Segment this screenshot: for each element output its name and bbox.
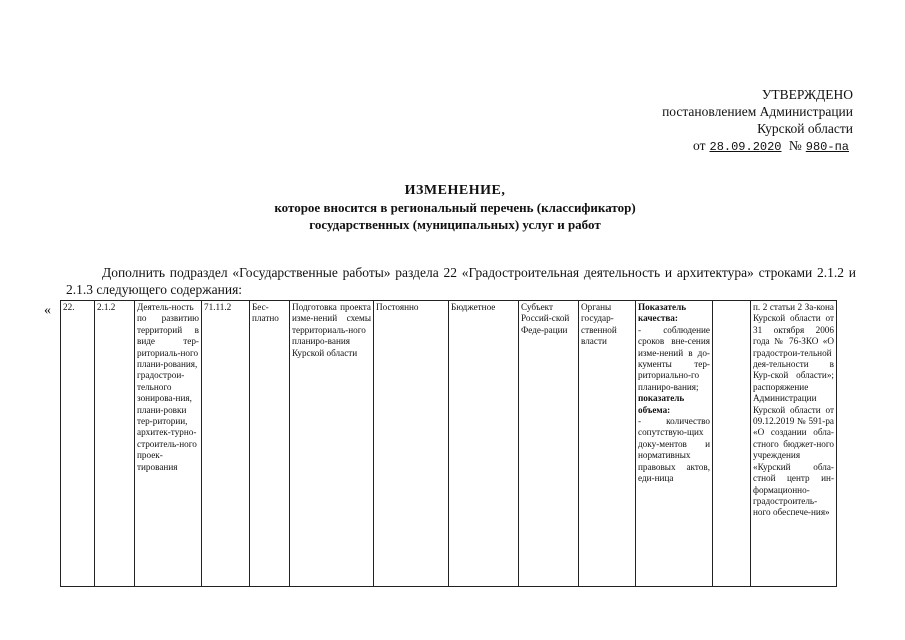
cell-indicators — [636, 301, 713, 587]
cell-empty — [713, 301, 751, 587]
approval-stamp — [593, 86, 853, 156]
from-label: от — [693, 138, 706, 153]
approval-number: 980-па — [805, 140, 849, 154]
quality-indicator-text: - соблюдение сроков вне-сения изме-нений в до-кументы тер-риториально-го планиро-вания; — [638, 324, 710, 392]
cell-payment: Бес-платно — [250, 301, 290, 587]
cell-work-name: Подготовка проекта изме-нений схемы территориаль-ного планиро-вания Курской области — [290, 301, 374, 587]
cell-frequency: Постоянно — [374, 301, 449, 587]
paragraph-text: Дополнить подраздел «Государственные работы» раздела 22 «Градостроительная деятельность и архитектура» строками 2.1.2 и 2.1.3 следующего содержания: — [66, 265, 856, 297]
title-line-2: которое вносится в региональный перечень (классификатор) — [274, 200, 636, 215]
body-paragraph — [66, 264, 856, 298]
quality-indicator-head: Показатель качества: — [638, 302, 687, 324]
opening-quote: « — [44, 303, 51, 318]
volume-indicator-text: - количество сопутствую-щих доку-ментов и нормативных правовых актов, еди-ница — [638, 416, 710, 484]
approval-heading: УТВЕРЖДЕНО — [761, 87, 853, 102]
number-label: № — [788, 138, 802, 153]
cell-code: 2.1.2 — [95, 301, 135, 587]
cell-section: 22. — [61, 301, 95, 587]
cell-legal-basis: п. 2 статьи 2 За-кона Курской области от 31 октября 2006 года № 76-ЗКО «О градострои-тельной дея-тельности в Кур-ской области»; распоряжение Администрации Курской области от 09.12.2019 № 591-ра «О создании обла-стного бюджет-ного учреждения «Курский обла-стной центр ин-формационно-градостроитель-ного обеспече-ния» — [751, 301, 837, 587]
approval-region-line: Курской области — [757, 121, 853, 136]
cell-okved: 71.11.2 — [202, 301, 250, 587]
approval-date-line — [693, 137, 853, 156]
classifier-table — [60, 300, 837, 587]
approval-date: 28.09.2020 — [709, 140, 782, 154]
cell-activity: Деятель-ность по развитию территорий в виде тер-риториаль-ного плани-рования, градострои-тельного зонирова-ния, плани-ровки тер-ритории, архитек-турно-строитель-ного проек-тирования — [135, 301, 202, 587]
volume-indicator-head: показатель объема: — [638, 393, 685, 415]
title-line-3: государственных (муниципальных) услуг и работ — [309, 217, 601, 232]
cell-level: Субъект Россий-ской Феде-рации — [519, 301, 579, 587]
document-title — [150, 182, 760, 233]
approval-by-line: постановлением Администрации — [662, 104, 853, 119]
cell-institution-type: Бюджетное — [449, 301, 519, 587]
cell-authority: Органы государ-ственной власти — [579, 301, 636, 587]
title-main: ИЗМЕНЕНИЕ, — [404, 183, 506, 198]
table-row — [61, 301, 837, 587]
